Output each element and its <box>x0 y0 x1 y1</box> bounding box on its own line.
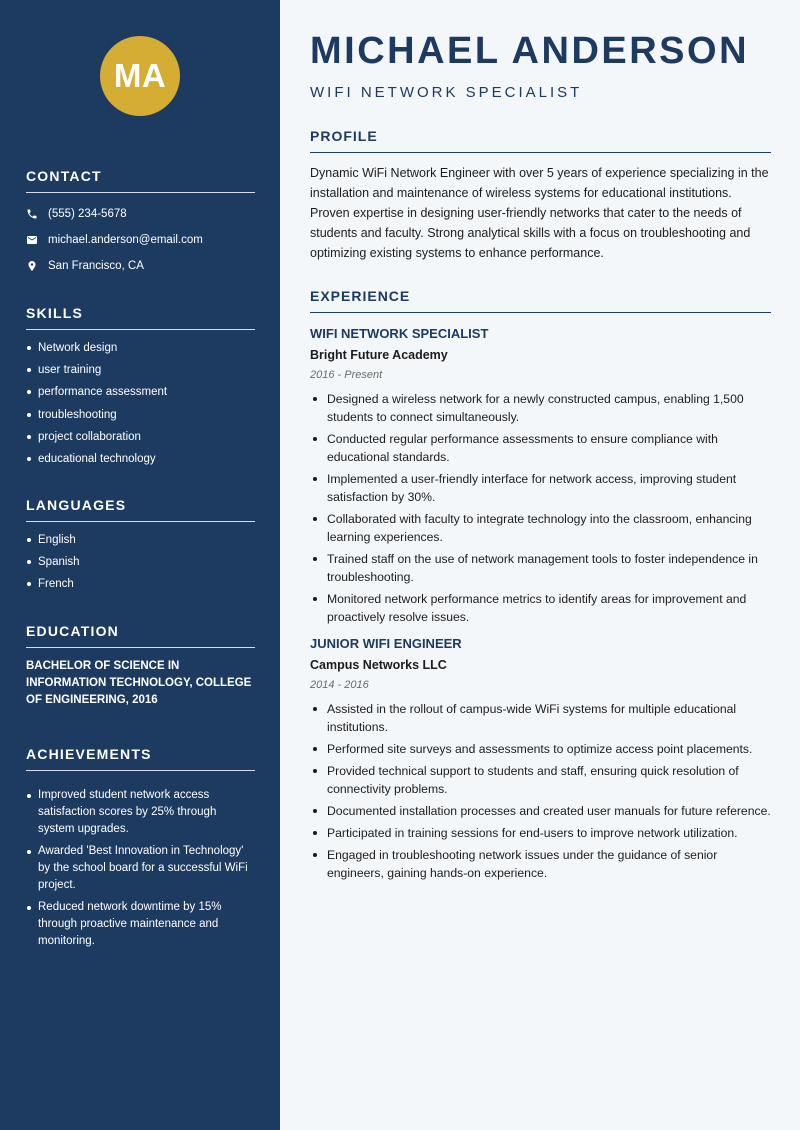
experience-section <box>310 288 771 886</box>
job-bullets <box>310 390 771 626</box>
list-item: Provided technical support to students and staff, ensuring quick resolution of connectivity problems. <box>310 762 771 798</box>
list-item: educational technology <box>26 448 255 470</box>
profile-heading: PROFILE <box>310 128 771 153</box>
list-item: Performed site surveys and assessments to optimize access point placements. <box>310 740 771 758</box>
contact-email <box>26 227 255 253</box>
education-section <box>26 623 255 709</box>
languages-list <box>26 529 255 596</box>
languages-section <box>26 497 255 596</box>
list-item: Trained staff on the use of network management tools to foster independence in troubleshooting. <box>310 550 771 586</box>
skills-section <box>26 305 255 470</box>
list-item: Implemented a user-friendly interface for network access, improving student satisfaction by 30%. <box>310 470 771 506</box>
list-item: user training <box>26 359 255 381</box>
job-role: WIFI NETWORK SPECIALIST <box>310 326 489 341</box>
education-heading: EDUCATION <box>26 623 255 648</box>
list-item: Engaged in troubleshooting network issues under the guidance of senior engineers, gaining hands-on experience. <box>310 846 771 882</box>
sidebar <box>0 0 280 1130</box>
phone-icon <box>26 208 48 220</box>
skills-list <box>26 337 255 470</box>
list-item: Conducted regular performance assessments to ensure compliance with educational standards. <box>310 430 771 466</box>
list-item: Spanish <box>26 551 255 573</box>
job-entry <box>310 636 771 882</box>
profile-text: Dynamic WiFi Network Engineer with over 5 years of experience specializing in the installation and maintenance of wireless systems for educational institutions. Proven expertise in designing user-friendly networks that cater to the needs of students and faculty. Strong analytical skills with a focus on troubleshooting and optimizing existing systems to enhance performance. <box>310 166 769 260</box>
list-item: performance assessment <box>26 381 255 403</box>
list-item: Designed a wireless network for a newly constructed campus, enabling 1,500 students to connect simultaneously. <box>310 390 771 426</box>
location-pin-icon <box>26 260 48 272</box>
contact-phone <box>26 201 255 227</box>
list-item: English <box>26 529 255 551</box>
job-company: Campus Networks LLC <box>310 658 447 672</box>
location-text: San Francisco, CA <box>48 260 144 272</box>
job-entry <box>310 326 771 626</box>
email-text: michael.anderson@email.com <box>48 234 203 246</box>
list-item: Awarded 'Best Innovation in Technology' by the school board for a successful WiFi project. <box>26 843 255 894</box>
contact-section <box>26 168 255 279</box>
mail-icon <box>26 234 48 246</box>
degree-text: BACHELOR OF SCIENCE IN INFORMATION TECHNOLOGY, COLLEGE OF ENGINEERING, 2016 <box>26 660 252 706</box>
candidate-name: MICHAEL ANDERSON <box>310 30 750 72</box>
experience-heading: EXPERIENCE <box>310 288 771 313</box>
list-item: Monitored network performance metrics to identify areas for improvement and proactively resolve issues. <box>310 590 771 626</box>
list-item: Reduced network downtime by 15% through proactive maintenance and monitoring. <box>26 899 255 950</box>
list-item: project collaboration <box>26 426 255 448</box>
achievements-section <box>26 746 255 955</box>
job-title: WIFI NETWORK SPECIALIST <box>310 84 583 101</box>
list-item: Participated in training sessions for end-users to improve network utilization. <box>310 824 771 842</box>
skills-heading: SKILLS <box>26 305 255 330</box>
list-item: Collaborated with faculty to integrate technology into the classroom, enhancing learning experiences. <box>310 510 771 546</box>
list-item: troubleshooting <box>26 404 255 426</box>
list-item: French <box>26 573 255 595</box>
profile-section <box>310 128 771 263</box>
list-item: Documented installation processes and created user manuals for future reference. <box>310 802 771 820</box>
achievements-heading: ACHIEVEMENTS <box>26 746 255 771</box>
list-item: Network design <box>26 337 255 359</box>
languages-heading: LANGUAGES <box>26 497 255 522</box>
job-dates: 2014 - 2016 <box>310 679 369 691</box>
job-bullets <box>310 700 771 882</box>
job-role: JUNIOR WIFI ENGINEER <box>310 636 462 651</box>
contact-heading: CONTACT <box>26 168 255 193</box>
phone-text: (555) 234-5678 <box>48 208 127 220</box>
achievements-list <box>26 787 255 950</box>
avatar: MA <box>100 36 180 116</box>
contact-location <box>26 253 255 279</box>
job-dates: 2016 - Present <box>310 369 383 381</box>
list-item: Improved student network access satisfaction scores by 25% through system upgrades. <box>26 787 255 838</box>
list-item: Assisted in the rollout of campus-wide WiFi systems for multiple educational institutions. <box>310 700 771 736</box>
job-company: Bright Future Academy <box>310 348 448 362</box>
